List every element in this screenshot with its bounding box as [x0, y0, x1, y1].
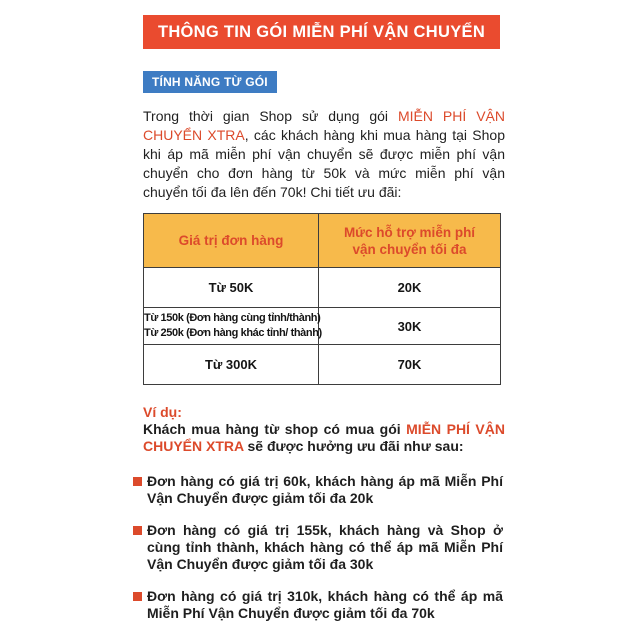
bullet-text: Đơn hàng có giá trị 310k, khách hàng có thể áp mã Miễn Phí Vận Chuyển được giảm tối đa 70k [147, 588, 503, 621]
intro-text-before: Trong thời gian Shop sử dụng gói [143, 108, 398, 124]
page-title: THÔNG TIN GÓI MIỄN PHÍ VẬN CHUYỂN [157, 22, 486, 41]
order-value-line-2: Từ 250k (Đơn hàng khác tỉnh/ thành) [144, 327, 322, 339]
example-bullet-list [133, 473, 503, 637]
example-text-before: Khách mua hàng từ shop có mua gói [143, 421, 407, 437]
example-paragraph [143, 421, 505, 455]
support-value-cell: 30K [319, 308, 501, 345]
max-support-header: Mức hỗ trợ miễn phí vận chuyển tối đa [319, 214, 501, 268]
support-value-cell: 20K [319, 268, 501, 308]
bullet-text: Đơn hàng có giá trị 60k, khách hàng áp mã Miễn Phí Vận Chuyển được giảm tối đa 20k [147, 473, 503, 506]
bullet-square-icon [133, 477, 142, 486]
table-row [144, 308, 501, 345]
table-row [144, 268, 501, 308]
title-banner [143, 15, 500, 49]
example-section [143, 404, 505, 455]
feature-badge-label: TÍNH NĂNG TỪ GÓI [152, 75, 268, 89]
order-value-cell: Từ 50K [144, 268, 319, 308]
feature-badge [143, 71, 277, 93]
intro-paragraph [143, 107, 505, 202]
discount-table [143, 213, 501, 385]
order-value-header: Giá trị đơn hàng [144, 214, 319, 268]
table-row [144, 345, 501, 385]
list-item [133, 522, 503, 573]
list-item [133, 473, 503, 507]
order-value-line-1: Từ 150k (Đơn hàng cùng tỉnh/thành) [144, 312, 321, 324]
free-shipping-xtra-highlight: MIỄN PHÍ VẬN CHUYỂN XTRA [143, 108, 505, 143]
order-value-cell: Từ 300K [144, 345, 319, 385]
order-value-cell [144, 308, 322, 345]
table-header-row [144, 214, 501, 268]
support-value-cell: 70K [319, 345, 501, 385]
bullet-square-icon [133, 592, 142, 601]
list-item [133, 588, 503, 622]
intro-text-after: , các khách hàng khi mua hàng tại Shop khi áp mã miễn phí vận chuyển sẽ được miễn phí vận chuyển cho đơn hàng từ 50k và mức miễn phí vận chuyển tối đa lên đến 70k! Chi tiết ưu đãi: [143, 127, 505, 200]
free-shipping-xtra-highlight: MIỄN PHÍ VẬN CHUYỂN XTRA [143, 421, 505, 454]
bullet-text: Đơn hàng có giá trị 155k, khách hàng và Shop ở cùng tỉnh thành, khách hàng có thể áp mã Miễn Phí Vận Chuyển được giảm tối đa 30k [147, 522, 503, 572]
example-heading: Ví dụ: [143, 404, 182, 420]
bullet-square-icon [133, 526, 142, 535]
example-text-after: sẽ được hưởng ưu đãi như sau: [243, 438, 464, 454]
